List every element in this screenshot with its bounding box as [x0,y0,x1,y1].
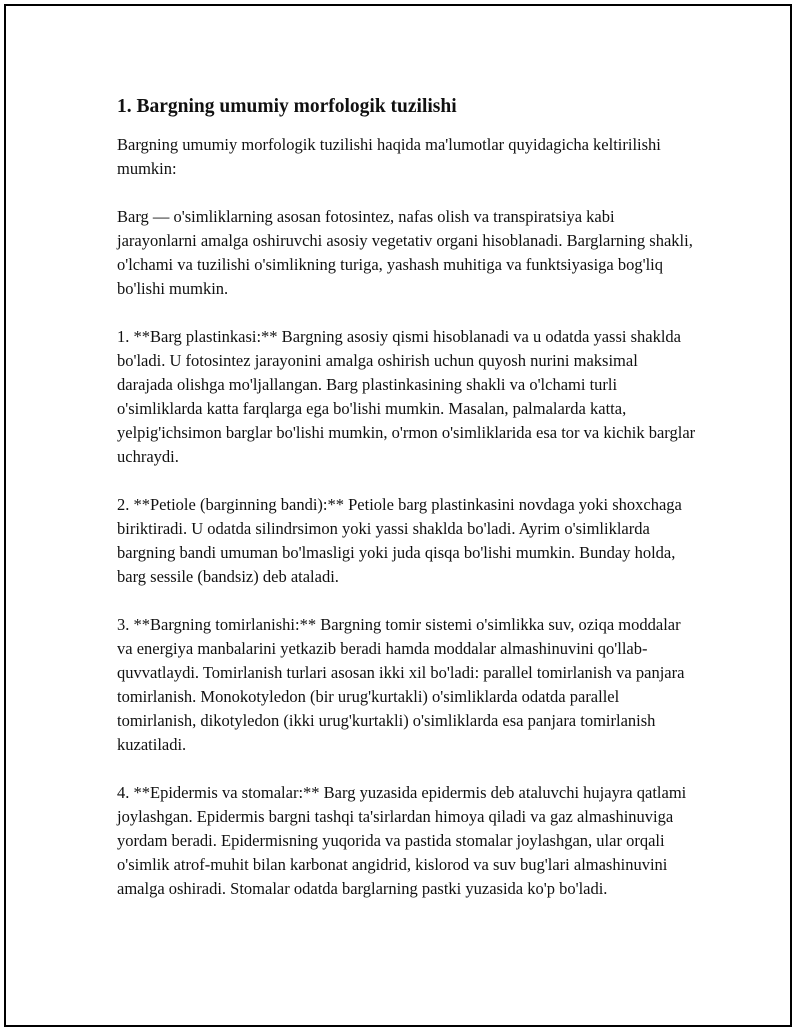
intro-paragraph: Bargning umumiy morfologik tuzilishi haqida ma'lumotlar quyidagicha keltirilishi mumkin: [117,135,661,178]
paragraph-leaf-blade: 1. **Barg plastinkasi:** Bargning asosiy qismi hisoblanadi va u odatda yassi shaklda bo'ladi. U fotosintez jarayonini amalga oshirish uchun quyosh nurini maksimal darajada olishga mo'ljallangan. Barg plastinkasining shakli va o'lchami turli o'simliklarda katta farqlarga ega bo'lishi mumkin. Masalan, palmalarda katta, yelpig'ichsimon barglar bo'lishi mumkin, o'rmon o'simliklarida esa tor va kichik barglar uchraydi. [117,327,696,466]
paragraph-venation: 3. **Bargning tomirlanishi:** Bargning tomir sistemi o'simlikka suv, oziqa moddalar va energiya manbalarini yetkazib beradi hamda moddalar almashinuvini qo'llab-quvvatlaydi. Tomirlanish turlari asosan ikki xil bo'ladi: parallel tomirlanish va panjara tomirlanish. Monokotyledon (bir urug'kurtakli) o'simliklarda odatda parallel tomirlanish, dikotyledon (ikki urug'kurtakli) o'simliklarda esa panjara tomirlanish kuzatiladi. [117,615,685,754]
paragraph-epidermis-stomata: 4. **Epidermis va stomalar:** Barg yuzasida epidermis deb ataluvchi hujayra qatlami joylashgan. Epidermis bargni tashqi ta'sirlardan himoya qiladi va gaz almashinuviga yordam beradi. Epidermisning yuqorida va pastida stomalar joylashgan, ular orqali o'simlik atrof-muhit bilan karbonat angidrid, kislorod va suv bug'lari almashinuvini amalga oshiradi. Stomalar odatda barglarning pastki yuzasida ko'p bo'ladi. [117,783,687,898]
document-body [117,94,697,925]
definition-paragraph: Barg — o'simliklarning asosan fotosintez, nafas olish va transpiratsiya kabi jarayonlarni amalga oshiruvchi asosiy vegetativ organi hisoblanadi. Barglarning shakli, o'lchami va tuzilishi o'simlikning turiga, yashash muhitiga va funktsiyasiga bog'liq bo'lishi mumkin. [117,207,693,298]
paragraph-petiole: 2. **Petiole (barginning bandi):** Petiole barg plastinkasini novdaga yoki shoxchaga biriktiradi. U odatda silindrsimon yoki yassi shaklda bo'ladi. Ayrim o'simliklarda bargning bandi umuman bo'lmasligi yoki juda qisqa bo'lishi mumkin. Bunday holda, barg sessile (bandsiz) deb ataladi. [117,495,682,586]
document-heading: 1. Bargning umumiy morfologik tuzilishi [117,96,457,117]
